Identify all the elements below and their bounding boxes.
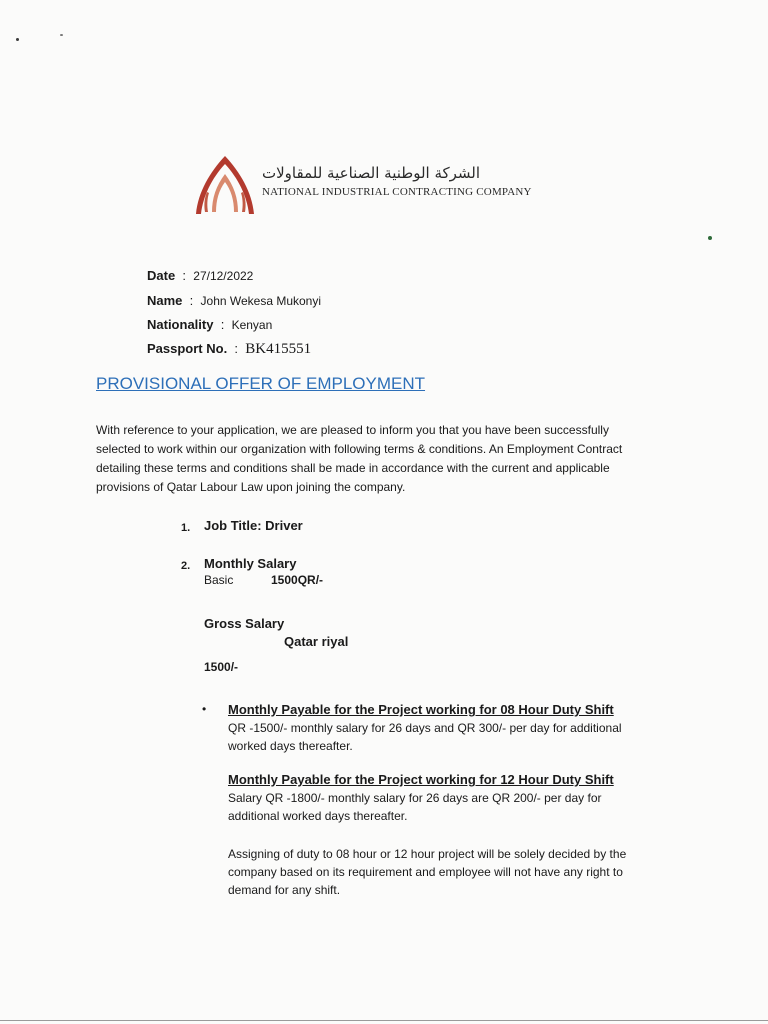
passport-row xyxy=(147,341,311,358)
monthly-salary-heading: Monthly Salary xyxy=(204,556,297,571)
nationality-separator: : xyxy=(217,317,228,332)
nationality-value: Kenyan xyxy=(231,318,273,332)
company-name-english: NATIONAL INDUSTRIAL CONTRACTING COMPANY xyxy=(262,186,532,198)
closing-paragraph: Assigning of duty to 08 hour or 12 hour project will be solely decided by the company based on its requirement and employee will not have any right to demand for any shift. xyxy=(228,847,627,897)
date-separator: : xyxy=(178,268,190,283)
offer-heading: PROVISIONAL OFFER OF EMPLOYMENT xyxy=(96,374,426,393)
gross-salary-value: 1500/- xyxy=(204,660,239,674)
shift-8-title: Monthly Payable for the Project working for 08 Hour Duty Shift xyxy=(228,702,614,717)
item-1-number: 1. xyxy=(181,522,191,534)
intro-paragraph: With reference to your application, we are pleased to inform you that you have been successfully selected to work within our organization with following terms & conditions. An Employment Contract detailing these terms and conditions shall be made in accordance with the current and applicable provisions of Qatar Labour Law upon joining the company. xyxy=(96,423,623,494)
gross-salary-label: Gross Salary xyxy=(204,616,285,631)
date-row xyxy=(147,268,253,283)
scan-speck xyxy=(60,34,63,36)
currency-label: Qatar riyal xyxy=(284,634,349,649)
passport-label: Passport No. xyxy=(147,341,228,356)
job-title: Job Title: Driver xyxy=(204,518,303,533)
shift-8-text: QR -1500/- monthly salary for 26 days and QR 300/- per day for additional worked days thereafter. xyxy=(228,721,622,753)
scan-speck xyxy=(708,236,712,240)
name-label: Name xyxy=(147,293,183,308)
scan-speck xyxy=(16,38,19,41)
bullet-marker: • xyxy=(202,702,207,716)
nationality-label: Nationality xyxy=(147,317,214,332)
passport-value: BK415551 xyxy=(245,341,312,357)
shift-12-text: Salary QR -1800/- monthly salary for 26 days are QR 200/- per day for additional worked days thereafter. xyxy=(228,791,602,823)
passport-separator: : xyxy=(230,341,242,356)
company-name-arabic: الشركة الوطنية الصناعية للمقاولات xyxy=(262,164,481,182)
name-row xyxy=(147,293,321,308)
shift-12-title: Monthly Payable for the Project working for 12 Hour Duty Shift xyxy=(228,772,614,787)
company-logo-icon xyxy=(190,152,260,216)
nationality-row xyxy=(147,317,272,332)
page-edge-line xyxy=(0,1020,768,1021)
basic-value: 1500QR/- xyxy=(271,573,324,587)
date-label: Date xyxy=(147,268,176,283)
basic-label: Basic xyxy=(204,573,234,587)
name-separator: : xyxy=(186,293,197,308)
item-2-number: 2. xyxy=(181,560,191,572)
name-value: John Wekesa Mukonyi xyxy=(200,294,322,308)
date-value: 27/12/2022 xyxy=(193,269,254,283)
